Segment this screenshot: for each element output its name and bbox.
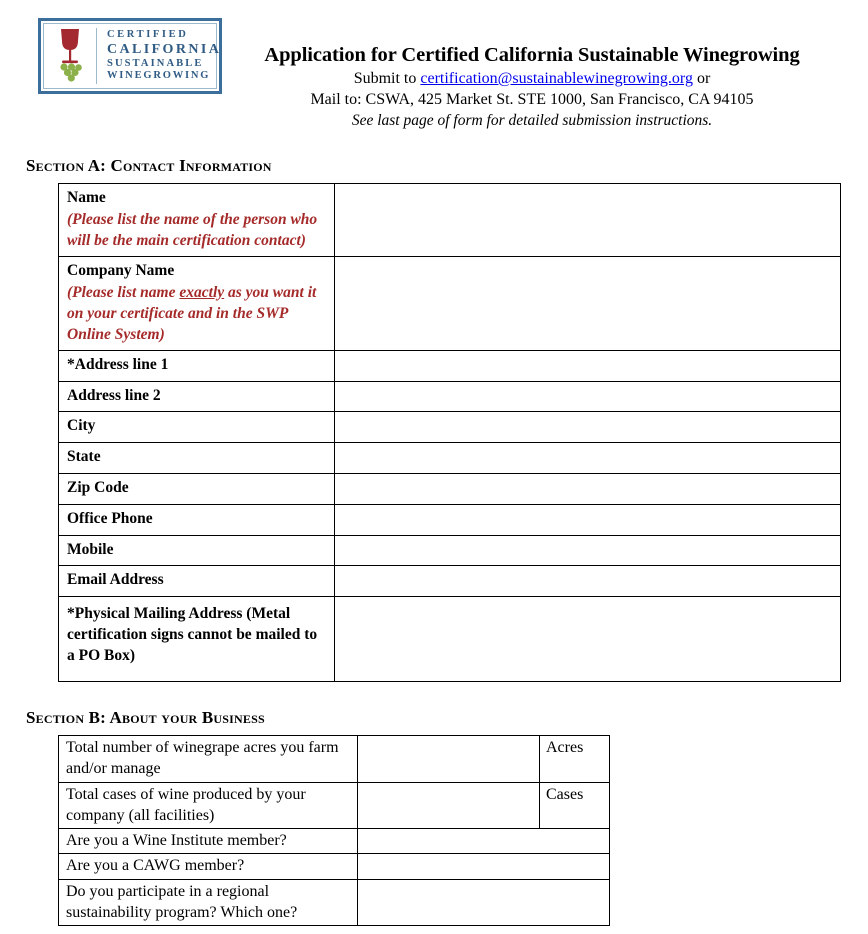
field-label: *Physical Mailing Address (Metal certification signs cannot be mailed to a PO Box): [67, 605, 318, 664]
field-label: Email Address: [67, 571, 164, 589]
row-label-cell-company-name: [59, 256, 335, 350]
unit-cell-acres: Acres: [540, 736, 610, 783]
table-row: [59, 184, 841, 257]
row-label-cell-email-address: [59, 566, 335, 597]
table-row: [59, 566, 841, 597]
table-row: [59, 782, 610, 829]
table-row: [59, 443, 841, 474]
logo-line-1: CERTIFIED: [107, 29, 189, 41]
table-row: [59, 597, 841, 682]
field-label: Name: [67, 189, 106, 206]
contact-information-table: [58, 183, 841, 682]
row-label-cell-state: [59, 443, 335, 474]
table-row: [59, 381, 841, 412]
row-label-cell-address-1: [59, 350, 335, 381]
input-cell-zip-code[interactable]: [335, 473, 841, 504]
table-row: [59, 412, 841, 443]
row-label-cell-wine-institute-member: Are you a Wine Institute member?: [59, 829, 358, 854]
input-cell-company-name[interactable]: [335, 256, 841, 350]
unit-cell-cases: Cases: [540, 782, 610, 829]
mail-address-line: Mail to: CSWA, 425 Market St. STE 1000, San Francisco, CA 94105: [310, 91, 754, 108]
table-row: [59, 256, 841, 350]
row-label-cell-cawg-member: Are you a CAWG member?: [59, 854, 358, 879]
input-cell-wine-institute-member[interactable]: [358, 829, 610, 854]
document-title: Application for Certified California Sustainable Winegrowing: [264, 44, 800, 66]
document-header: [0, 0, 868, 130]
input-cell-winegrape-acres[interactable]: [358, 736, 540, 783]
row-label-cell-name: [59, 184, 335, 257]
table-row: [59, 736, 610, 783]
logo-wordmark: [97, 29, 221, 83]
field-hint: (Please list the name of the person who will be the main certification contact): [67, 210, 318, 249]
field-label: Office Phone: [67, 509, 153, 527]
table-row: [59, 504, 841, 535]
input-cell-address-2[interactable]: [335, 381, 841, 412]
cswa-logo: [38, 18, 222, 94]
row-label-cell-zip-code: [59, 473, 335, 504]
section-a-heading: Section A: Contact Information: [26, 156, 272, 175]
field-label: Zip Code: [67, 478, 129, 496]
input-cell-cases-produced[interactable]: [358, 782, 540, 829]
field-label: Company Name: [67, 261, 175, 279]
field-label: *Address line 1: [67, 355, 169, 373]
input-cell-email-address[interactable]: [335, 566, 841, 597]
table-row: [59, 350, 841, 381]
field-hint-emphasis: exactly: [179, 283, 225, 301]
field-label: Address line 2: [67, 386, 161, 404]
logo-container: [38, 18, 222, 94]
table-row: [59, 879, 610, 926]
about-your-business-table: [58, 735, 610, 926]
wine-glass-grapes-icon: [44, 24, 96, 88]
table-row: [59, 829, 610, 854]
input-cell-physical-mailing-address[interactable]: [335, 597, 841, 682]
field-label: Mobile: [67, 540, 114, 558]
row-label-cell-regional-program: Do you participate in a regional sustainability program? Which one?: [59, 879, 358, 926]
input-cell-cawg-member[interactable]: [358, 854, 610, 879]
row-label-cell-winegrape-acres: Total number of winegrape acres you farm and/or manage: [59, 736, 358, 783]
input-cell-state[interactable]: [335, 443, 841, 474]
table-row: [59, 535, 841, 566]
input-cell-mobile[interactable]: [335, 535, 841, 566]
certification-email-link[interactable]: certification@sustainablewinegrowing.org: [420, 70, 693, 87]
input-cell-office-phone[interactable]: [335, 504, 841, 535]
logo-line-4: WINEGROWING: [107, 70, 211, 82]
field-hint: [67, 282, 328, 345]
row-label-cell-office-phone: [59, 504, 335, 535]
row-label-cell-cases-produced: Total cases of wine produced by your company (all facilities): [59, 782, 358, 829]
submit-suffix: or: [692, 70, 711, 87]
field-hint-post: as you want it on your certificate and in the SWP Online System): [67, 283, 317, 343]
row-label-cell-mobile: [59, 535, 335, 566]
row-label-cell-physical-mailing-address: [59, 597, 335, 682]
submission-instructions: See last page of form for detailed submission instructions.: [351, 112, 713, 129]
field-label: City: [67, 417, 96, 435]
input-cell-address-1[interactable]: [335, 350, 841, 381]
row-label-cell-address-2: [59, 381, 335, 412]
table-row: [59, 473, 841, 504]
section-b-heading: Section B: About your Business: [26, 708, 265, 728]
submit-line: [222, 70, 842, 88]
input-cell-city[interactable]: [335, 412, 841, 443]
title-block: [222, 14, 868, 130]
table-row: [59, 854, 610, 879]
field-label: State: [67, 448, 101, 466]
logo-line-2: CALIFORNIA: [107, 41, 222, 57]
logo-line-3: SUSTAINABLE: [107, 58, 204, 70]
input-cell-name[interactable]: [335, 184, 841, 257]
row-label-cell-city: [59, 412, 335, 443]
submit-prefix: Submit to: [353, 70, 421, 87]
input-cell-regional-program[interactable]: [358, 879, 610, 926]
field-hint-pre: (Please list name: [67, 283, 180, 301]
